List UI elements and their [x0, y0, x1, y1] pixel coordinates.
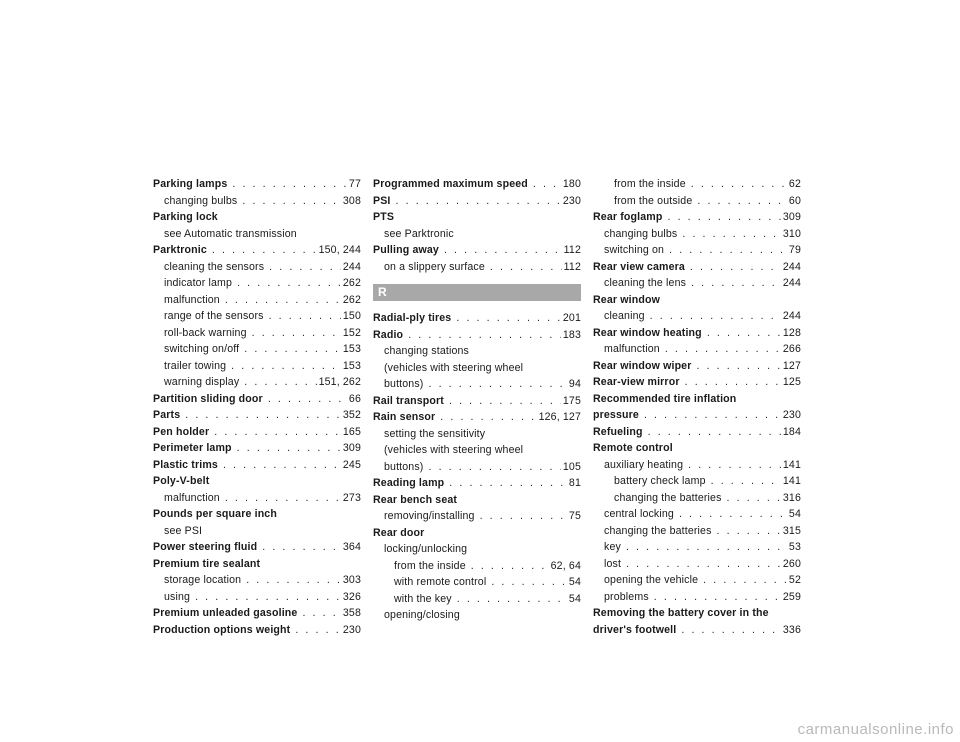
entry-text: storage location [164, 574, 242, 586]
index-entry [153, 209, 361, 226]
page-reference[interactable]: 266 [782, 343, 801, 355]
index-entry [373, 409, 581, 426]
entry-text: malfunction [164, 293, 220, 306]
page-reference[interactable]: 141 [782, 458, 801, 471]
index-entry [373, 525, 581, 542]
page-reference[interactable]: 259 [782, 590, 801, 603]
page-reference[interactable]: 244 [782, 277, 801, 289]
index-subentry [373, 426, 581, 443]
page-reference[interactable]: 75 [568, 510, 581, 522]
leader-dots [697, 358, 781, 375]
index-entry [593, 605, 801, 622]
page-reference[interactable]: 358 [342, 607, 361, 619]
page-reference[interactable]: 262 [342, 293, 361, 306]
entry-text: see Automatic transmission [164, 227, 297, 240]
entry-text: switching on/off [164, 343, 240, 355]
index-subentry [153, 275, 361, 292]
entry-text: PTS [373, 211, 395, 223]
entry-text: Recommended tire inflation [593, 392, 737, 405]
entry-text: cleaning the sensors [164, 260, 265, 273]
entry-text: buttons) [384, 378, 424, 390]
index-subentry [593, 226, 801, 243]
index-entry [373, 209, 581, 226]
entry-text: setting the sensitivity [384, 427, 486, 440]
entry-text: see PSI [164, 524, 203, 537]
entry-text: Radial-ply tires [373, 312, 452, 324]
page-reference[interactable]: 53 [788, 541, 801, 553]
page-reference[interactable]: 127 [782, 359, 801, 372]
entry-text: Perimeter lamp [153, 442, 232, 454]
entry-text: warning display [164, 376, 240, 388]
leader-dots [396, 193, 561, 210]
index-subentry [593, 556, 801, 573]
page-reference[interactable]: 128 [782, 326, 801, 339]
leader-dots [214, 424, 341, 441]
entry-text: changing bulbs [164, 194, 238, 207]
index-subentry [373, 442, 581, 459]
leader-dots [231, 358, 341, 375]
leader-dots [654, 589, 781, 606]
index-entry [593, 622, 801, 639]
index-entry [153, 176, 361, 193]
page-reference[interactable]: 141 [782, 475, 801, 487]
entry-text: Partition sliding door [153, 392, 263, 405]
entry-text: changing stations [384, 345, 470, 357]
entry-text: Rear-view mirror [593, 376, 680, 388]
leader-dots [225, 490, 341, 507]
index-subentry [373, 343, 581, 360]
leader-dots [682, 226, 780, 243]
leader-dots [717, 523, 781, 540]
leader-dots [681, 622, 780, 639]
leader-dots [244, 374, 316, 391]
index-subentry [153, 341, 361, 358]
index-subentry [593, 341, 801, 358]
leader-dots [195, 589, 341, 606]
page-reference[interactable]: 175 [562, 394, 581, 407]
leader-dots [408, 327, 561, 344]
page-reference[interactable]: 260 [782, 557, 801, 570]
entry-text: using [164, 590, 191, 603]
leader-dots [626, 556, 781, 573]
index-subentry [373, 508, 581, 525]
index-subentry [373, 574, 581, 591]
index-column-2 [373, 176, 581, 624]
index-entry [373, 193, 581, 210]
leader-dots [490, 259, 562, 276]
page-reference[interactable]: 112 [563, 260, 581, 273]
entry-text: indicator lamp [164, 277, 233, 289]
entry-text: changing the batteries [604, 524, 712, 537]
index-subentry [593, 572, 801, 589]
page-reference[interactable]: 62 [788, 178, 801, 190]
entry-text: Premium tire sealant [153, 557, 261, 570]
index-entry [153, 440, 361, 457]
entry-text: pressure [593, 409, 639, 421]
entry-text: problems [604, 590, 649, 603]
entry-text: trailer towing [164, 359, 227, 372]
leader-dots [268, 391, 347, 408]
index-entry [593, 424, 801, 441]
index-subentry [153, 572, 361, 589]
entry-text: opening the vehicle [604, 574, 699, 586]
index-subentry [373, 226, 581, 243]
index-entry [153, 407, 361, 424]
entry-text: Poly-V-belt [153, 475, 210, 487]
leader-dots [533, 176, 561, 193]
index-subentry [593, 490, 801, 507]
page-reference[interactable]: 230 [782, 409, 801, 421]
leader-dots [295, 622, 341, 639]
page-reference[interactable]: 153 [342, 343, 361, 355]
entry-text: battery check lamp [614, 475, 706, 487]
entry-text: Plastic trims [153, 458, 218, 471]
index-subentry [153, 589, 361, 606]
index-entry [153, 391, 361, 408]
index-entry [153, 605, 361, 622]
index-subentry [373, 459, 581, 476]
entry-text: (vehicles with steering wheel [384, 361, 524, 374]
index-subentry [153, 523, 361, 540]
index-entry [153, 506, 361, 523]
index-subentry [153, 308, 361, 325]
index-subentry [373, 259, 581, 276]
entry-text: Parking lock [153, 211, 218, 223]
leader-dots [697, 193, 787, 210]
page-reference[interactable]: 184 [782, 425, 801, 438]
leader-dots [669, 242, 787, 259]
leader-dots [691, 176, 787, 193]
index-entry [373, 176, 581, 193]
index-entry [373, 242, 581, 259]
leader-dots [668, 209, 781, 226]
index-column-1 [153, 176, 361, 638]
leader-dots [246, 572, 341, 589]
index-entry [593, 325, 801, 342]
leader-dots [690, 259, 781, 276]
entry-text: see Parktronic [384, 227, 454, 240]
page-reference[interactable]: 52 [788, 574, 801, 586]
index-entry [593, 374, 801, 391]
page-reference[interactable]: 150, 244 [318, 244, 361, 256]
leader-dots [691, 275, 781, 292]
index-subentry [593, 589, 801, 606]
entry-text: Reading lamp [373, 477, 445, 489]
entry-text: roll-back warning [164, 326, 247, 339]
index-subentry [593, 275, 801, 292]
leader-dots [480, 508, 567, 525]
index-entry [373, 492, 581, 509]
entry-text: driver's footwell [593, 623, 677, 636]
page-reference[interactable]: 54 [568, 592, 581, 605]
leader-dots [225, 292, 341, 309]
page-reference[interactable]: 54 [788, 508, 801, 520]
index-entry [373, 327, 581, 344]
page-reference[interactable]: 153 [342, 359, 361, 372]
page-reference[interactable]: 308 [342, 194, 361, 207]
index-subentry [153, 226, 361, 243]
index-subentry [593, 242, 801, 259]
page-reference[interactable]: 180 [562, 178, 581, 190]
index-entry [373, 310, 581, 327]
index-subentry [593, 506, 801, 523]
entry-text: malfunction [164, 491, 220, 504]
leader-dots [237, 275, 341, 292]
page-reference[interactable]: 326 [342, 590, 361, 603]
entry-text: cleaning the lens [604, 277, 687, 289]
page-reference[interactable]: 81 [568, 477, 581, 489]
leader-dots [449, 393, 561, 410]
leader-dots [252, 325, 341, 342]
index-subentry [153, 490, 361, 507]
index-entry [373, 393, 581, 410]
page-reference[interactable]: 79 [788, 244, 801, 256]
entry-text: Pounds per square inch [153, 508, 277, 520]
entry-text: key [604, 541, 621, 553]
entry-text: auxiliary heating [604, 458, 684, 471]
leader-dots [262, 539, 341, 556]
entry-text: Programmed maximum speed [373, 178, 528, 190]
page-reference[interactable]: 105 [562, 460, 581, 473]
entry-text: central locking [604, 508, 674, 520]
leader-dots [711, 473, 781, 490]
index-entry [153, 424, 361, 441]
entry-text: switching on [604, 244, 665, 256]
leader-dots [727, 490, 781, 507]
entry-text: cleaning [604, 310, 645, 322]
entry-text: Removing the battery cover in the [593, 607, 769, 619]
index-entry [593, 259, 801, 276]
page-reference[interactable]: 316 [782, 491, 801, 504]
entry-text: changing the batteries [614, 491, 722, 504]
entry-text: Remote control [593, 442, 673, 454]
entry-text: Rear foglamp [593, 211, 663, 223]
page-reference[interactable]: 315 [782, 524, 801, 537]
leader-dots [237, 440, 341, 457]
entry-text: opening/closing [384, 609, 460, 621]
section-letter-bar: R [373, 284, 581, 301]
page-reference[interactable]: 150 [342, 310, 361, 322]
leader-dots [302, 605, 340, 622]
entry-text: Pen holder [153, 425, 210, 438]
watermark-footer[interactable]: carmanualsonline.info [797, 721, 954, 738]
page-reference[interactable]: 151, 262 [318, 376, 361, 388]
page-reference[interactable]: 364 [342, 541, 361, 553]
entry-text: Rail transport [373, 394, 444, 407]
leader-dots [471, 558, 549, 575]
page-reference[interactable]: 126, 127 [538, 411, 581, 423]
page-reference[interactable]: 245 [342, 458, 361, 471]
index-entry [153, 457, 361, 474]
leader-dots [703, 572, 787, 589]
leader-dots [685, 374, 781, 391]
page-reference[interactable]: 165 [342, 425, 361, 438]
index-subentry [593, 473, 801, 490]
index-subentry [153, 292, 361, 309]
index-subentry [373, 360, 581, 377]
page-reference[interactable]: 244 [782, 310, 801, 322]
page-reference[interactable]: 309 [342, 442, 361, 454]
index-column-3 [593, 176, 801, 638]
entry-text: removing/installing [384, 510, 475, 522]
page-reference[interactable]: 152 [342, 326, 361, 339]
entry-text: buttons) [384, 460, 424, 473]
page-reference[interactable]: 54 [568, 576, 581, 588]
page-reference[interactable]: 77 [348, 178, 361, 190]
index-subentry [153, 374, 361, 391]
leader-dots [440, 409, 536, 426]
index-entry [593, 358, 801, 375]
page-reference[interactable]: 244 [342, 260, 361, 273]
leader-dots [665, 341, 781, 358]
entry-text: locking/unlocking [384, 543, 468, 555]
page-reference[interactable]: 66 [348, 392, 361, 405]
entry-text: Rear window wiper [593, 359, 692, 372]
leader-dots [242, 193, 340, 210]
entry-text: Parts [153, 409, 181, 421]
entry-text: from the outside [614, 194, 693, 207]
page-reference[interactable]: 352 [342, 409, 361, 421]
entry-text: from the inside [394, 559, 466, 572]
index-subentry [153, 193, 361, 210]
leader-dots [212, 242, 317, 259]
leader-dots [223, 457, 341, 474]
entry-text: (vehicles with steering wheel [384, 444, 524, 456]
page-reference[interactable]: 244 [782, 260, 801, 273]
entry-text: from the inside [614, 178, 686, 190]
index-entry [153, 473, 361, 490]
entry-text: Rear bench seat [373, 493, 458, 506]
index-subentry [593, 193, 801, 210]
index-entry [153, 539, 361, 556]
page-reference[interactable]: 201 [562, 312, 581, 324]
index-entry [593, 407, 801, 424]
leader-dots [244, 341, 341, 358]
index-subentry [373, 558, 581, 575]
entry-text: Production options weight [153, 623, 291, 636]
index-entry [153, 242, 361, 259]
page-reference[interactable]: 336 [782, 623, 801, 636]
index-entry [593, 391, 801, 408]
index-entry [593, 292, 801, 309]
index-subentry [593, 523, 801, 540]
entry-text: Pulling away [373, 244, 439, 256]
leader-dots [644, 407, 781, 424]
page-reference[interactable]: 62, 64 [550, 559, 581, 572]
entry-text: with the key [394, 592, 452, 605]
page-reference[interactable]: 230 [562, 194, 581, 207]
page-reference[interactable]: 60 [788, 194, 801, 207]
leader-dots [688, 457, 781, 474]
entry-text: malfunction [604, 343, 660, 355]
page-reference[interactable]: 183 [562, 328, 581, 341]
index-subentry [153, 358, 361, 375]
leader-dots [626, 539, 787, 556]
entry-text: Refueling [593, 425, 643, 438]
page-reference[interactable]: 310 [782, 227, 801, 240]
leader-dots [679, 506, 787, 523]
entry-text: Parking lamps [153, 178, 228, 190]
index-entry [593, 440, 801, 457]
leader-dots [491, 574, 567, 591]
entry-text: lost [604, 557, 622, 570]
index-entry [153, 622, 361, 639]
index-subentry [373, 591, 581, 608]
index-subentry [593, 176, 801, 193]
entry-text: Rear window [593, 293, 660, 306]
entry-text: on a slippery surface [384, 260, 485, 273]
entry-text: Rear view camera [593, 260, 685, 273]
index-entry [593, 209, 801, 226]
entry-text: Premium unleaded gasoline [153, 607, 298, 619]
index-entry [373, 475, 581, 492]
leader-dots [707, 325, 781, 342]
leader-dots [650, 308, 781, 325]
entry-text: PSI [373, 194, 391, 207]
leader-dots [232, 176, 347, 193]
page-reference[interactable]: 125 [782, 376, 801, 388]
index-entry [153, 556, 361, 573]
page-reference[interactable]: 94 [568, 378, 581, 390]
leader-dots [449, 475, 567, 492]
leader-dots [457, 591, 567, 608]
entry-text: changing bulbs [604, 227, 678, 240]
entry-text: Parktronic [153, 244, 207, 256]
leader-dots [428, 459, 560, 476]
index-subentry [593, 457, 801, 474]
index-subentry [373, 607, 581, 624]
entry-text: Rear window heating [593, 326, 702, 339]
index-subentry [153, 325, 361, 342]
leader-dots [185, 407, 341, 424]
index-subentry [373, 541, 581, 558]
leader-dots [444, 242, 562, 259]
leader-dots [269, 259, 341, 276]
index-subentry [593, 308, 801, 325]
page-reference[interactable]: 309 [782, 211, 801, 223]
entry-text: with remote control [394, 576, 487, 588]
index-subentry [153, 259, 361, 276]
entry-text: Power steering fluid [153, 541, 258, 553]
index-subentry [593, 539, 801, 556]
page-reference[interactable]: 273 [342, 491, 361, 504]
page-reference[interactable]: 262 [342, 277, 361, 289]
entry-text: range of the sensors [164, 310, 264, 322]
entry-text: Rain sensor [373, 411, 436, 423]
entry-text: Rear door [373, 526, 425, 539]
page-reference[interactable]: 303 [342, 574, 361, 586]
page-reference[interactable]: 112 [563, 244, 581, 256]
leader-dots [428, 376, 566, 393]
page-reference[interactable]: 230 [342, 623, 361, 636]
leader-dots [648, 424, 781, 441]
leader-dots [456, 310, 561, 327]
entry-text: Radio [373, 328, 404, 341]
leader-dots [269, 308, 341, 325]
index-subentry [373, 376, 581, 393]
